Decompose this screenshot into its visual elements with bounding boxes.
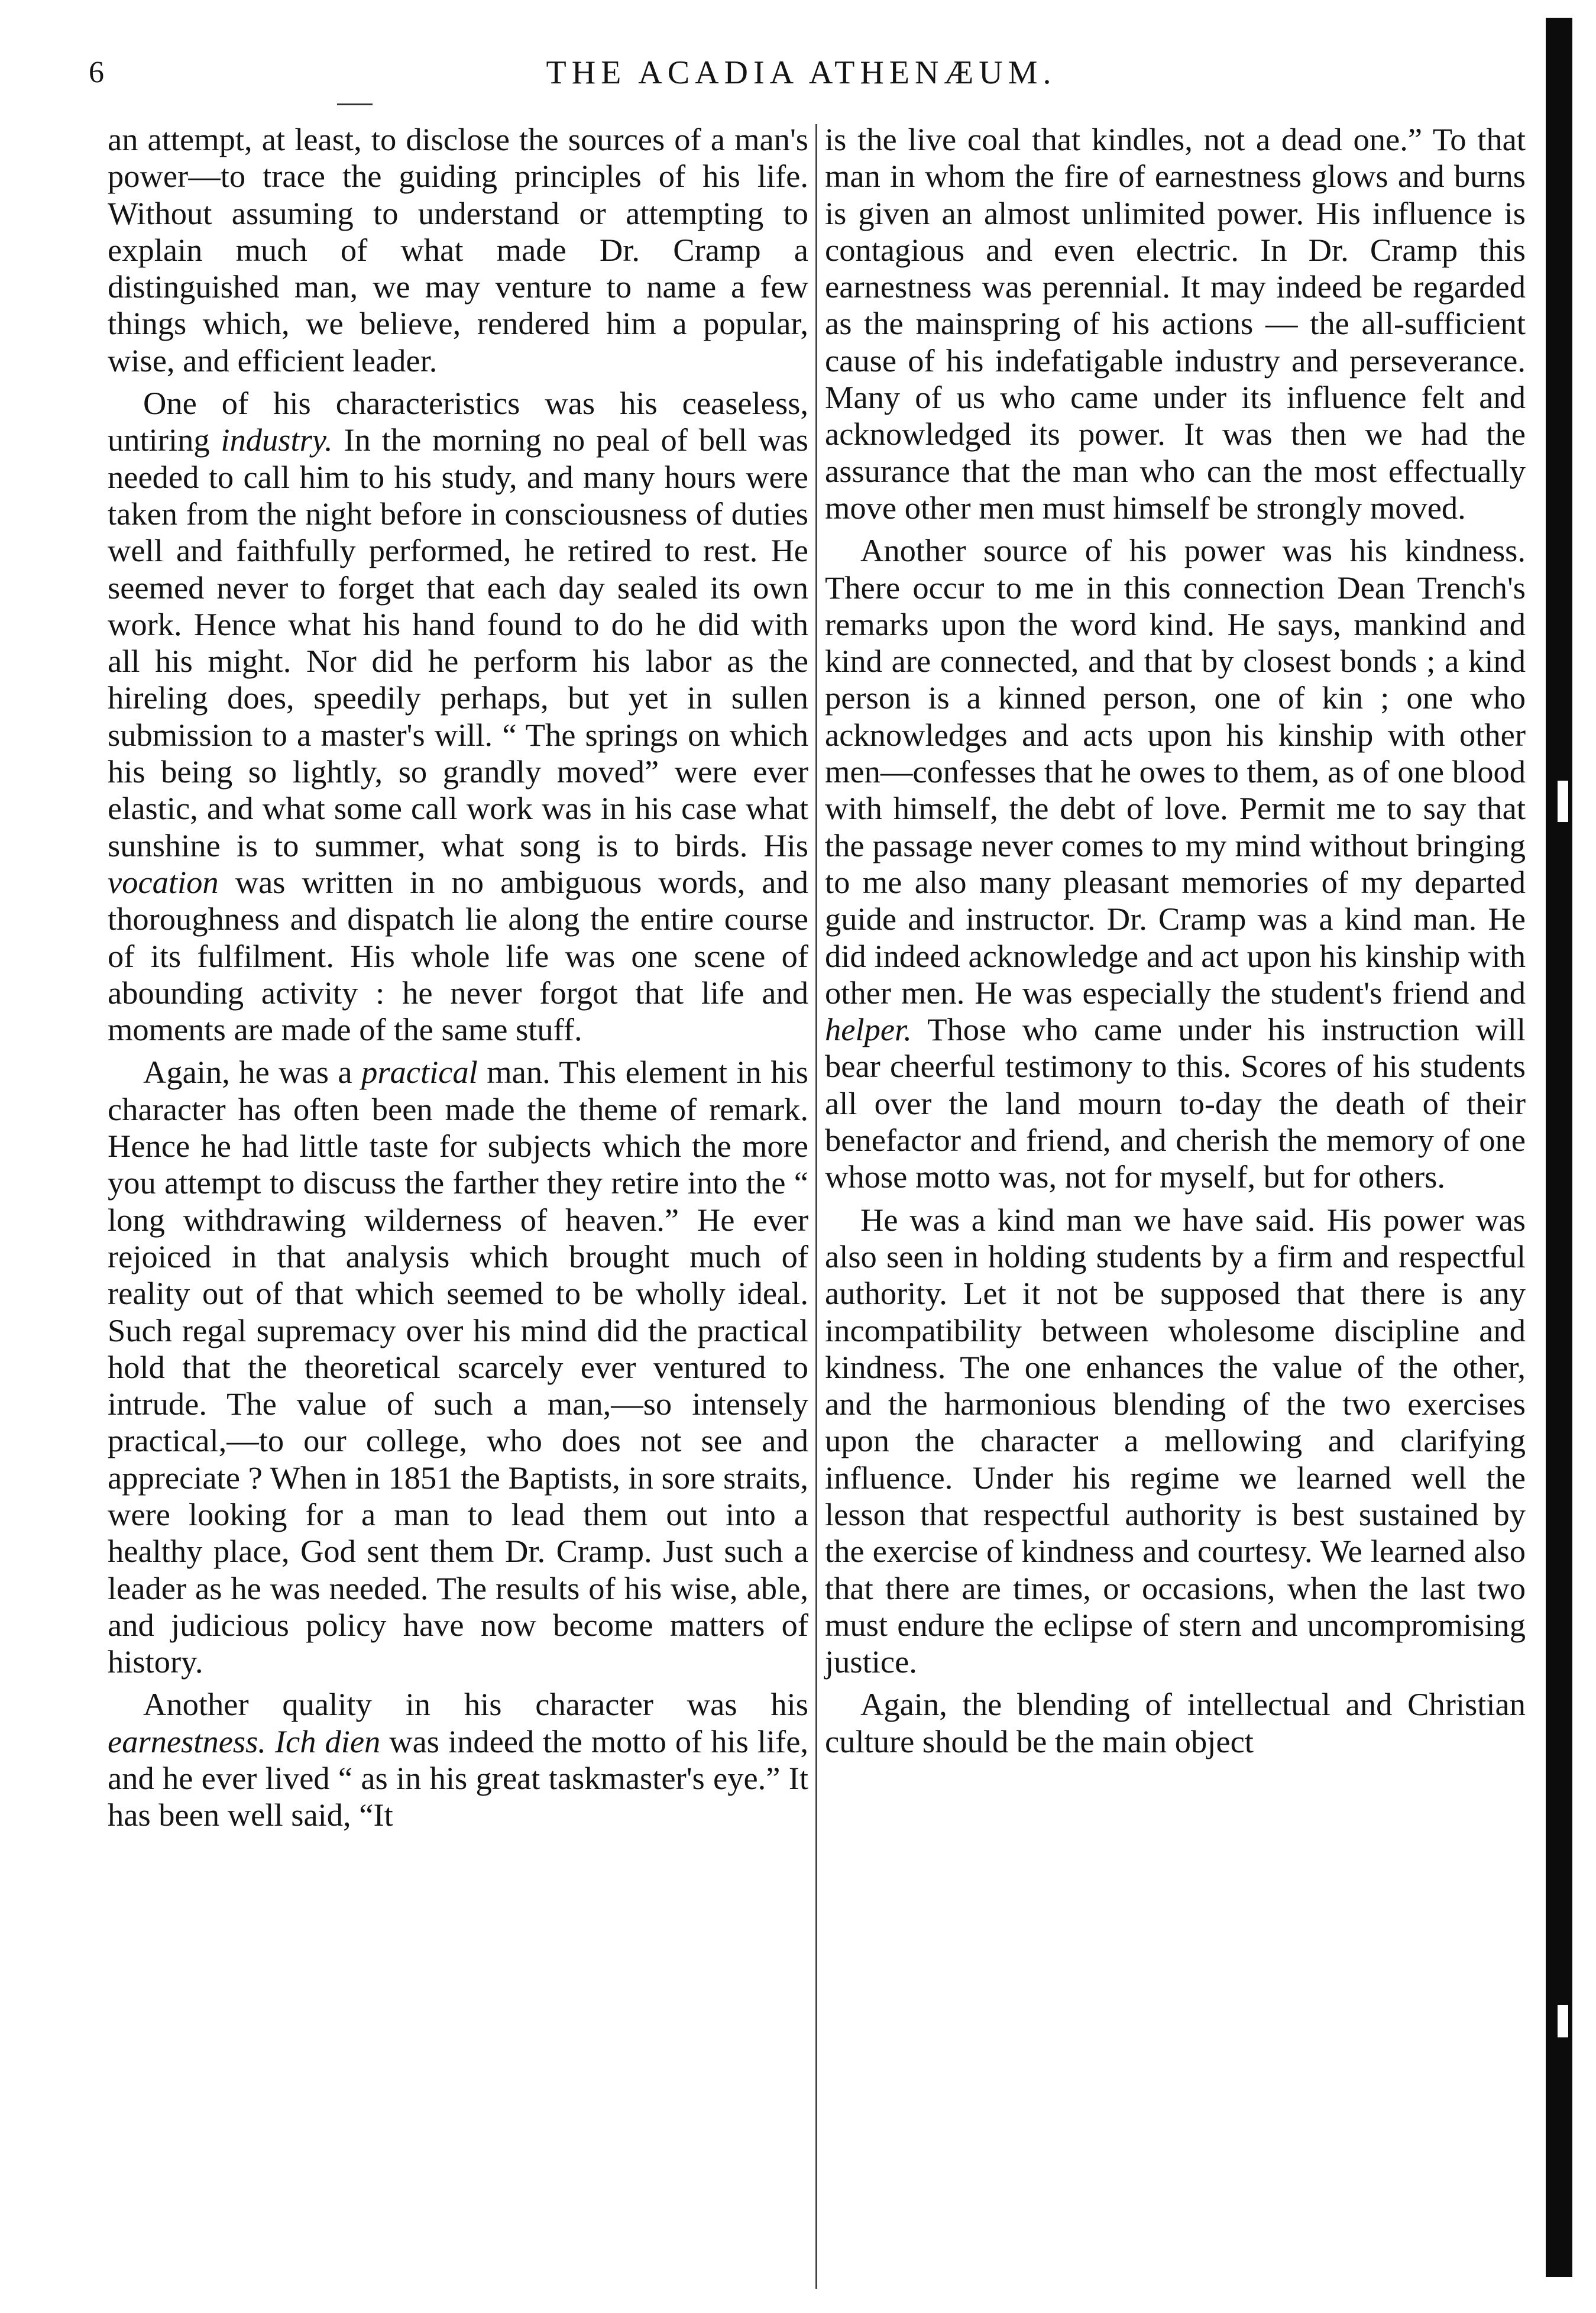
text-run: Again, he was a [143, 1054, 362, 1091]
page-number: 6 [89, 56, 104, 89]
text-run: man. This element in his character has often been made the theme of remark. Hence he had little taste for subjects which the more you attempt to discuss the farther they retire into the “ long withdrawing wilderness of heaven.” He ever rejoiced in that analysis which brought much of reality out of that which seemed to be wholly ideal. Such regal supremacy over his mind did the practical hold that the theoretical scarcely ever ventured to intrude. The value of such a man,—so intensely practical,—to our college, who does not see and appreciate ? When in 1851 the Baptists, in sore straits, were looking for a man to lead them out into a healthy place, God sent them Dr. Cramp. Just such a leader as he was needed. The results of his wise, able, and judicious policy have now become matters of history. [108, 1054, 808, 1680]
text-run: Those who came under his instruction will bear cheerful testimony to this. Scores of his students all over the land mourn to-day the death of their benefactor and friend, and cherish the memory of one whose motto was, not for myself, but for others. [825, 1011, 1526, 1195]
running-title: THE ACADIA ATHENÆUM. [546, 54, 1057, 91]
page-header [77, 46, 1526, 99]
scan-edge-notch [1558, 2005, 1568, 2037]
text-run: He was a kind man we have said. His power was also seen in holding students by a firm and respectful authority. Let it not be supposed that there is any incompatibility between wholesome discipline and kindness. The one enhances the value of the other, and the harmonious blending of the two exercises upon the character a mellowing and clarifying influence. Under his regime we learned well the lesson that respectful authority is best sustained by the exercise of kindness and courtesy. We learned also that there are times, or occasions, when the last two must endure the eclipse of stern and uncompromising justice. [825, 1201, 1526, 1680]
paragraph [108, 1054, 808, 1680]
text-run: was indeed the motto of his life, and he ever lived “ as in his great taskmaster's eye.” It has been well said, “It [108, 1723, 809, 1833]
italic-text: practical [361, 1054, 478, 1091]
paragraph [825, 532, 1526, 1195]
left-column [108, 121, 808, 1834]
italic-text: earnestness. [108, 1723, 266, 1759]
italic-text: Ich dien [274, 1723, 381, 1759]
paragraph [825, 1686, 1526, 1760]
paragraph [108, 121, 808, 379]
italic-text: helper. [825, 1011, 912, 1048]
text-run: Again, the blending of intellectual and Christian culture should be the main object [825, 1686, 1526, 1759]
paragraph [108, 385, 808, 1048]
italic-text: vocation [108, 863, 219, 900]
right-column [825, 121, 1526, 1760]
text-run: an attempt, at least, to disclose the sources of a man's power—to trace the guiding principles of his life. Without assuming to understand or attempting to explain much of what made Dr. Cramp a distinguished man, we may venture to name a few things which, we believe, rendered him a popular, wise, and efficient leader. [108, 121, 808, 379]
text-run: Another quality in his character was his [143, 1686, 808, 1723]
paragraph [825, 1202, 1526, 1681]
text-run: One of his characteristics was his ceaseless, untiring [108, 385, 808, 458]
text-run: was written in no ambiguous words, and thoroughness and dispatch lie along the entire course of its fulfilment. His whole life was one scene of abounding activity : he never forgot that life and moments are made of the same stuff. [108, 863, 808, 1048]
text-run: is the live coal that kindles, not a dead one.” To that man in whom the fire of earnestness glows and burns is given an almost unlimited power. His influence is contagious and even electric. In Dr. Cramp this earnestness was perennial. It may indeed be regarded as the mainspring of his actions — the all-sufficient cause of his indefatigable industry and perseverance. Many of us who came under its influence felt and acknowledged its power. It was then we had the assurance that the man who can the most effectually move other men must himself be strongly moved. [825, 121, 1526, 526]
scan-edge-notch [1558, 781, 1568, 822]
paragraph [825, 121, 1526, 526]
paragraph [108, 1686, 808, 1833]
text-run [266, 1723, 275, 1759]
column-divider [815, 124, 817, 2289]
header-ornament-rule [337, 103, 373, 105]
text-run: In the morning no peal of bell was needed to call him to his study, and many hours were taken from the night before in consciousness of duties well and faithfully performed, he retired to rest. He seemed never to forget that each day sealed its own work. Hence what his hand found to do he did with all his might. Nor did he perform his labor as the hireling does, speedily perhaps, but yet in sullen submission to a master's will. “ The springs on which his being so lightly, so grandly moved” were ever elastic, and what some call work was in his case what sunshine is to summer, what song is to birds. His [108, 422, 808, 863]
italic-text: industry. [221, 422, 333, 458]
text-run: Another source of his power was his kindness. There occur to me in this connection Dean Trench's remarks upon the word kind. He says, mankind and kind are connected, and that by closest bonds ; a kind person is a kinned person, one of kin ; one who acknowledges and acts upon his kinship with other men—confesses that he owes to them, as of one blood with himself, the debt of love. Permit me to say that the passage never comes to my mind without bringing to me also many pleasant memories of my departed guide and instructor. Dr. Cramp was a kind man. He did indeed acknowledge and act upon his kinship with other men. He was especially the student's friend and [825, 532, 1526, 1011]
scan-edge-bar [1546, 18, 1572, 2277]
